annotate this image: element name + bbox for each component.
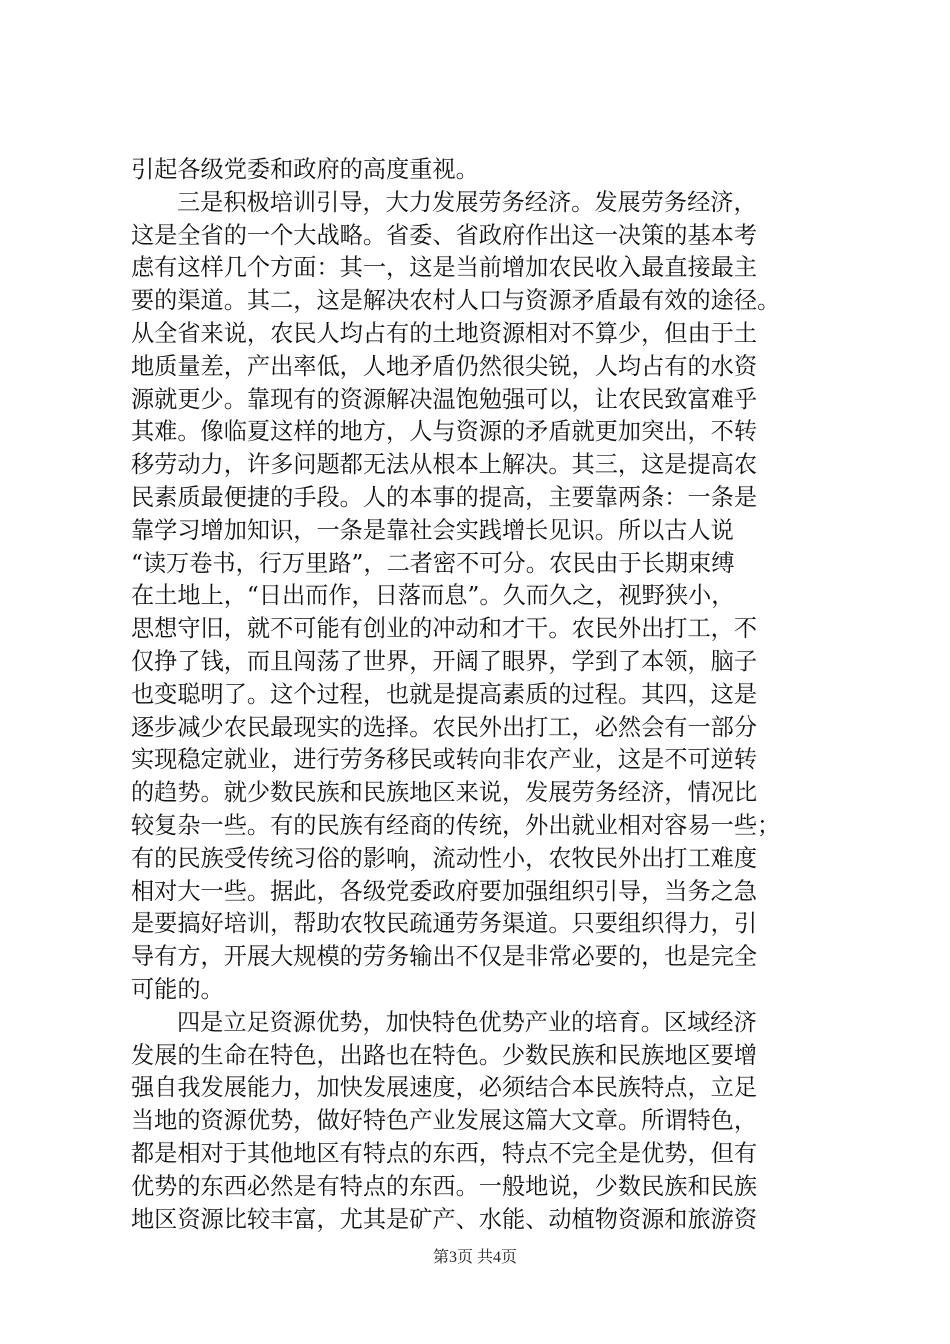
text-line: 当地的资源优势，做好特色产业发展这篇大文章。所谓特色， <box>131 1107 758 1135</box>
text-line: 从全省来说，农民人均占有的土地资源相对不算少，但由于土 <box>131 319 758 347</box>
text-line: 较复杂一些。有的民族有经商的传统，外出就业相对容易一些； <box>131 811 781 839</box>
text-line: 民素质最便捷的手段。人的本事的提高，主要靠两条：一条是 <box>131 483 758 511</box>
page-footer <box>0 1244 950 1267</box>
text-line: 可能的。 <box>131 975 224 1003</box>
text-line: 地区资源比较丰富，尤其是矿产、水能、动植物资源和旅游资 <box>131 1205 758 1233</box>
text-line: 实现稳定就业，进行劳务移民或转向非农产业，这是不可逆转 <box>131 746 758 774</box>
body-text <box>131 154 831 1236</box>
text-line: 要的渠道。其二，这是解决农村人口与资源矛盾最有效的途径。 <box>131 287 781 315</box>
text-line: 在土地上，“日出而作，日落而息”。久而久之，视野狭小， <box>131 582 735 610</box>
text-line: 逐步减少农民最现实的选择。农民外出打工，必然会有一部分 <box>131 713 758 741</box>
text-line: 是要搞好培训，帮助农牧民疏通劳务渠道。只要组织得力，引 <box>131 910 758 938</box>
text-line: 地质量差，产出率低，人地矛盾仍然很尖锐，人均占有的水资 <box>131 352 758 380</box>
text-line: 也变聪明了。这个过程，也就是提高素质的过程。其四，这是 <box>131 680 758 708</box>
text-line: 思想守旧，就不可能有创业的冲动和才干。农民外出打工，不 <box>131 615 758 643</box>
text-line: 优势的东西必然是有特点的东西。一般地说，少数民族和民族 <box>131 1172 758 1200</box>
text-line: “读万卷书，行万里路”，二者密不可分。农民由于长期束缚 <box>131 549 735 577</box>
text-line: 虑有这样几个方面：其一，这是当前增加农民收入最直接最主 <box>131 254 758 282</box>
text-line: 的趋势。就少数民族和民族地区来说，发展劳务经济，情况比 <box>131 779 758 807</box>
text-line: 四是立足资源优势，加快特色优势产业的培育。区域经济 <box>177 1008 757 1036</box>
text-line: 三是积极培训引导，大力发展劳务经济。发展劳务经济， <box>177 188 757 216</box>
text-line: 相对大一些。据此，各级党委政府要加强组织引导，当务之急 <box>131 877 758 905</box>
text-line: 有的民族受传统习俗的影响，流动性小，农牧民外出打工难度 <box>131 844 758 872</box>
page-number-label: 第3页 共4页 <box>432 1249 517 1266</box>
text-line: 靠学习增加知识，一条是靠社会实践增长见识。所以古人说 <box>131 516 734 544</box>
text-line: 源就更少。靠现有的资源解决温饱勉强可以，让农民致富难乎 <box>131 385 758 413</box>
text-line: 引起各级党委和政府的高度重视。 <box>131 156 479 183</box>
text-line: 这是全省的一个大战略。省委、省政府作出这一决策的基本考 <box>131 221 758 249</box>
text-line: 仅挣了钱，而且闯荡了世界，开阔了眼界，学到了本领，脑子 <box>131 647 758 675</box>
text-line: 其难。像临夏这样的地方，人与资源的矛盾就更加突出，不转 <box>131 418 758 446</box>
text-line: 移劳动力，许多问题都无法从根本上解决。其三，这是提高农 <box>131 451 758 479</box>
text-line: 强自我发展能力，加快发展速度，必须结合本民族特点，立足 <box>131 1074 758 1102</box>
text-line: 都是相对于其他地区有特点的东西，特点不完全是优势，但有 <box>131 1139 758 1167</box>
text-line: 发展的生命在特色，出路也在特色。少数民族和民族地区要增 <box>131 1041 758 1069</box>
text-line: 导有方，开展大规模的劳务输出不仅是非常必要的，也是完全 <box>131 943 758 971</box>
